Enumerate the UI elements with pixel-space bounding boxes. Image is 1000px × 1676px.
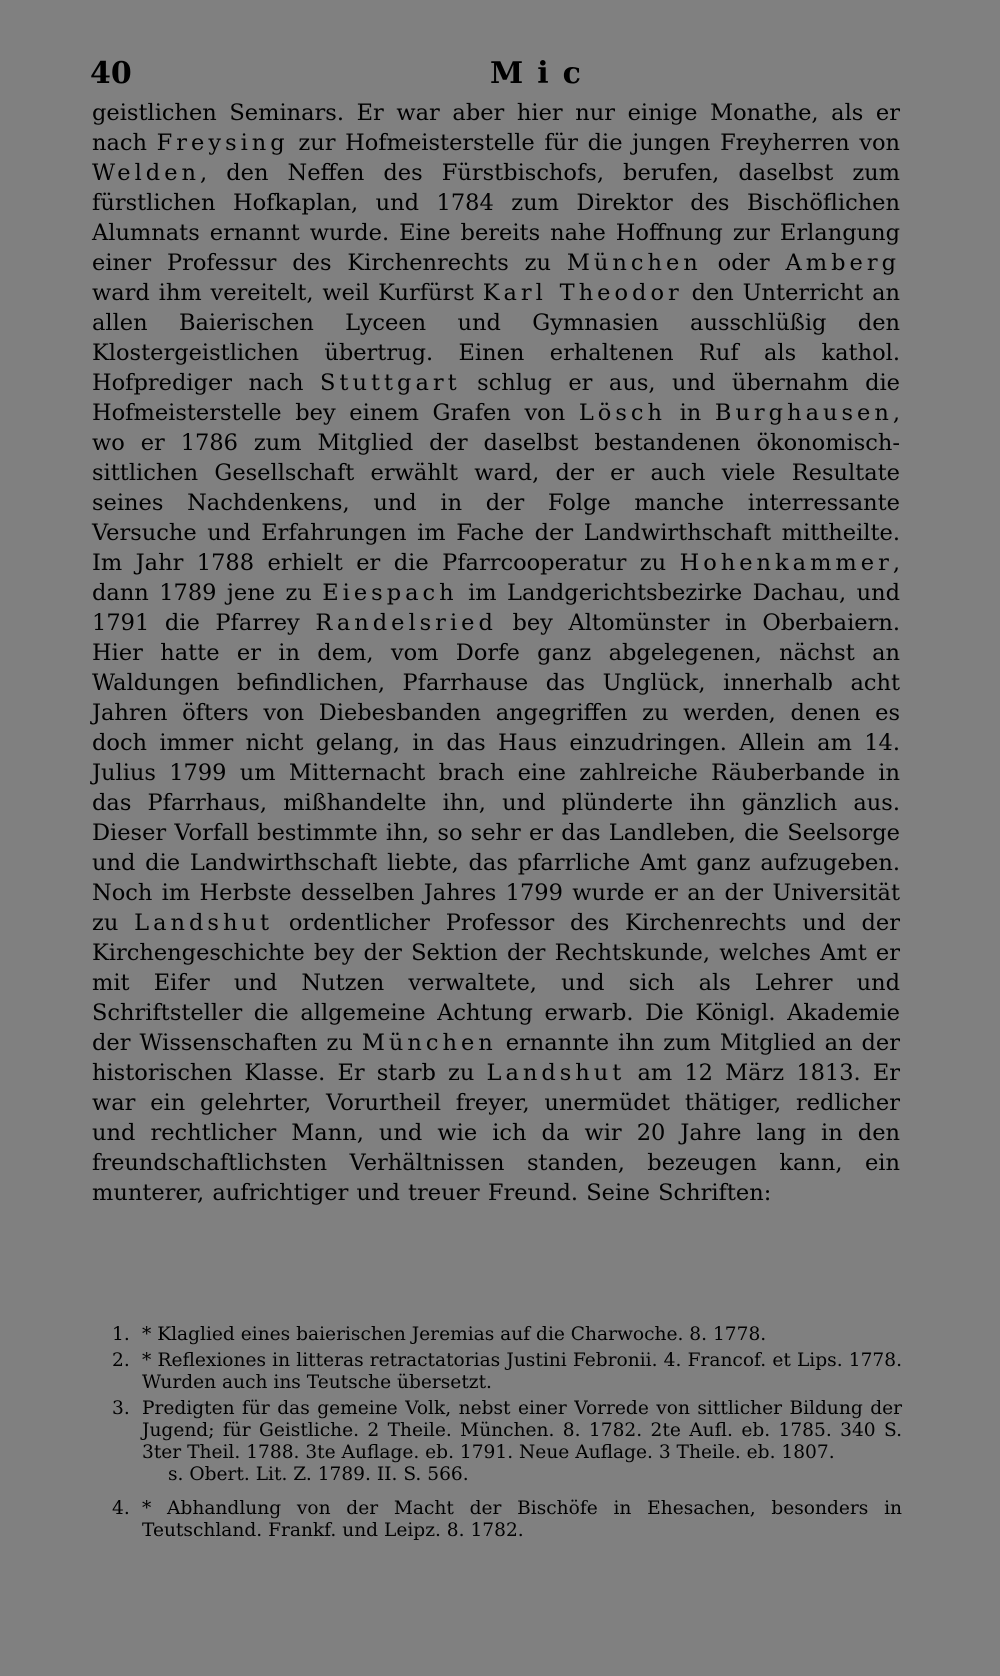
- text-run: am 12 März 1813. Er war ein gelehrter, Vorurtheil freyer, unermüdet thätiger, redlicher und rechtlicher Mann, und wie ich da wir 20 Jahre lang in den freundschaftlichsten Verhältnissen standen, bezeugen kann, ein munterer, aufrichtiger und treuer Freund. Seine Schriften:: [92, 1060, 900, 1206]
- person-name: Karl Theodor: [482, 280, 683, 306]
- person-name: Lösch: [578, 400, 666, 426]
- text-run: ernannte ihn zum Mitglied an der historischen Klasse. Er starb zu: [92, 1030, 900, 1086]
- text-run: zur Hofmeisterstelle für die jungen Freyherren von: [288, 130, 900, 156]
- page-number: 40: [90, 56, 132, 91]
- place-name: München: [361, 1030, 497, 1056]
- text-run: , den Neffen des Fürstbischofs, berufen, daselbst zum fürstlichen Hofkaplan, und 1784 zum Direktor des Bischöflichen Alumnats ernannt wurde. Eine bereits nahe Hoffnung zur Erlangung einer Professur des Kirchenrechts zu: [92, 160, 900, 276]
- bibliography-list: [112, 1324, 902, 1546]
- page-header: [90, 52, 910, 96]
- bibliography-item: [112, 1398, 902, 1486]
- item-note: s. Obert. Lit. Z. 1789. II. S. 566.: [168, 1464, 469, 1485]
- place-name: München: [566, 250, 702, 276]
- person-name: Welden: [92, 160, 201, 186]
- place-name: Landshut: [134, 910, 273, 936]
- text-run: schlug er aus, und übernahm die Hofmeisterstelle bey einem Grafen von: [92, 370, 900, 426]
- running-head: Mic: [490, 56, 595, 91]
- text-run: bey Altomünster in Oberbaiern. Hier hatte er in dem, vom Dorfe ganz abgelegenen, nächst an Waldungen befindlichen, Pfarrhause das Unglück, innerhalb acht Jahren öfters von Diebesbanden angegriffen zu werden, denen es doch immer nicht gelang, in das Haus einzudringen. Allein am 14. Julius 1799 um Mitternacht brach eine zahlreiche Räuberbande in das Pfarrhaus, mißhandelte ihn, und plünderte ihn gänzlich aus. Dieser Vorfall bestimmte ihn, so sehr er das Landleben, die Seelsorge und die Landwirthschaft liebte, das pfarrliche Amt ganz aufzugeben. Noch im Herbste desselben Jahres 1799 wurde er an der Universität zu: [92, 610, 900, 936]
- item-text-block: [142, 1398, 902, 1486]
- text-run: ordentlicher Professor des Kirchenrechts und der Kirchengeschichte bey der Sektion der Rechtskunde, welches Amt er mit Eifer und Nutzen verwaltete, und sich als Lehrer und Schriftsteller die allgemeine Achtung erwarb. Die Königl. Akademie der Wissenschaften zu: [92, 910, 900, 1056]
- place-name: Burghausen: [714, 400, 893, 426]
- bibliography-item: [112, 1498, 902, 1542]
- item-text: Predigten für das gemeine Volk, nebst einer Vorrede von sittlicher Bildung der Jugend; für Geistliche. 2 Theile. München. 8. 1782. 2te Aufl. eb. 1785. 340 S. 3ter Theil. 1788. 3te Auflage. eb. 1791. Neue Auflage. 3 Theile. eb. 1807.: [142, 1398, 902, 1463]
- item-number: 4.: [112, 1498, 130, 1519]
- biography-paragraph: [92, 98, 900, 1208]
- text-run: , dann 1789 jene zu: [92, 550, 900, 606]
- place-name: Hohenkammer: [679, 550, 893, 576]
- place-name: Landshut: [486, 1060, 626, 1086]
- item-number: 1.: [112, 1324, 130, 1345]
- place-name: Eiespach: [322, 580, 458, 606]
- item-text: * Abhandlung von der Macht der Bischöfe in Ehesachen, besonders in Teutschland. Frankf. und Leipz. 8. 1782.: [142, 1498, 902, 1541]
- bibliography-item: [112, 1324, 902, 1346]
- text-run: im Landgerichtsbezirke Dachau, und 1791 die Pfarrey: [92, 580, 900, 636]
- text-run: , wo er 1786 zum Mitglied der daselbst bestandenen ökonomisch-sittlichen Gesellschaft erwählt ward, der er auch viele Resultate seines Nachdenkens, und in der Folge manche interressante Versuche und Erfahrungen im Fache der Landwirthschaft mittheilte. Im Jahr 1788 erhielt er die Pfarrcooperatur zu: [92, 400, 900, 576]
- text-run: ward ihm vereitelt, weil Kurfürst: [92, 280, 483, 306]
- item-number: 2.: [112, 1350, 130, 1371]
- text-run: in: [665, 400, 715, 426]
- item-text: * Reflexiones in litteras retractatorias Justini Febronii. 4. Francof. et Lips. 1778. Wurden auch ins Teutsche übersetzt.: [142, 1350, 902, 1393]
- place-name: Amberg: [785, 250, 901, 276]
- text-run: oder: [701, 250, 786, 276]
- item-text: * Klaglied eines baierischen Jeremias auf die Charwoche. 8. 1778.: [142, 1324, 767, 1345]
- place-name: Stuttgart: [320, 370, 461, 396]
- item-number: 3.: [112, 1398, 130, 1419]
- text-run: geistlichen Seminars. Er war aber hier nur einige Monathe, als er nach: [92, 100, 900, 156]
- place-name: Freysing: [156, 130, 289, 156]
- bibliography-item: [112, 1350, 902, 1394]
- text-run: den Unterricht an allen Baierischen Lyceen und Gymnasien ausschlüßig den Klostergeistlichen übertrug. Einen erhaltenen Ruf als kathol. Hofprediger nach: [92, 280, 900, 396]
- place-name: Randelsried: [315, 610, 497, 636]
